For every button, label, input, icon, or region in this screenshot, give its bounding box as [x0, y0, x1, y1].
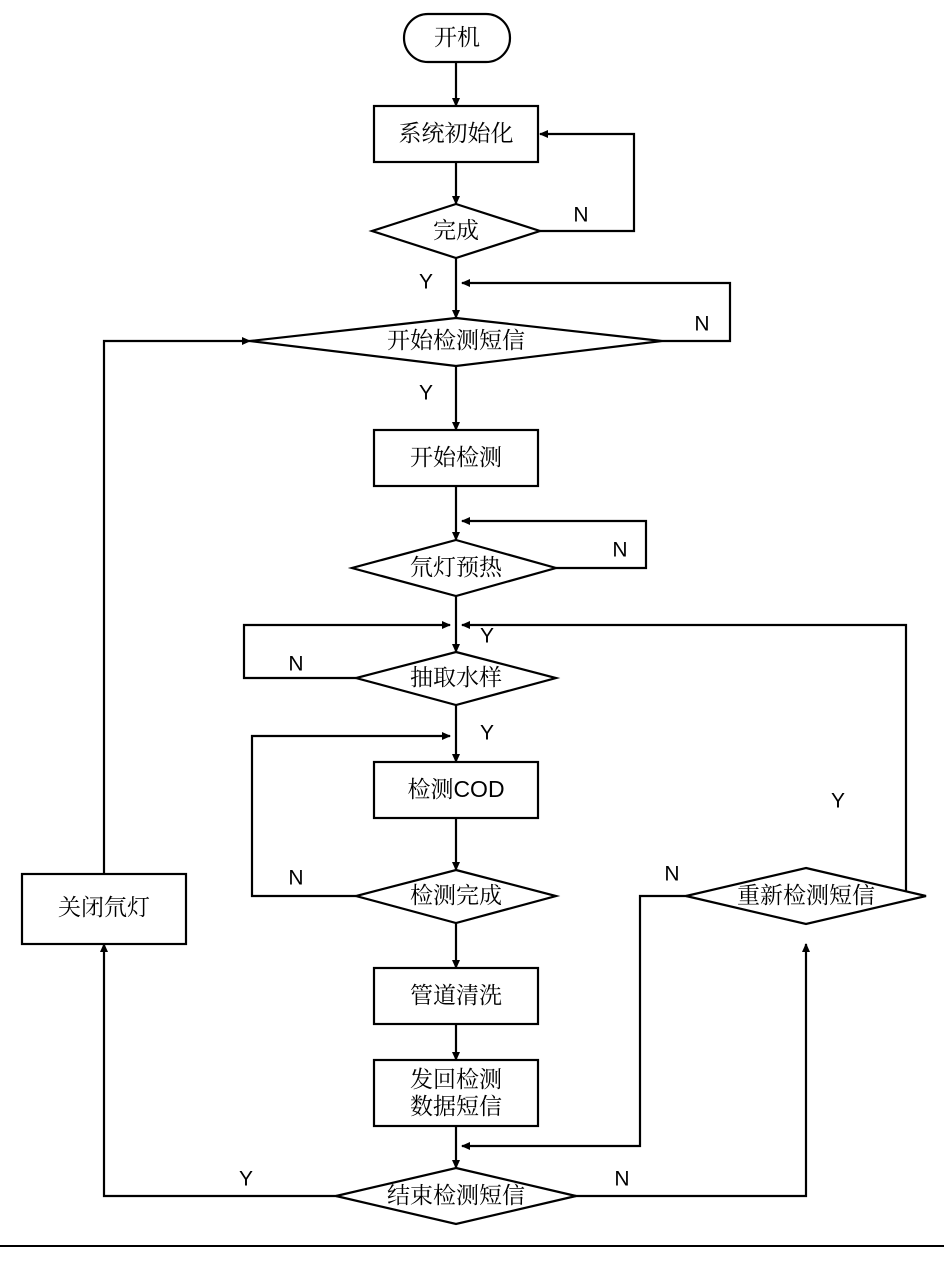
node-lampwarm[interactable]: [352, 540, 556, 596]
node-lampwarm-label: 氘灯预热: [410, 554, 502, 581]
edge-label-detdone-no: N: [288, 866, 304, 890]
node-pipeclean[interactable]: [374, 968, 538, 1024]
edge-label-sample-yes: Y: [479, 721, 495, 745]
edge-offlamp-to-startsms: [104, 341, 250, 874]
node-start[interactable]: [404, 14, 510, 62]
node-detdone[interactable]: [356, 870, 556, 923]
edge-label-done1-yes: Y: [418, 270, 434, 294]
nodes: [22, 14, 926, 1224]
node-startdet[interactable]: [374, 430, 538, 486]
node-startdet-label: 开始检测: [410, 444, 502, 471]
node-done1-label: 完成: [433, 217, 479, 244]
node-pipeclean-label: 管道清洗: [410, 982, 502, 1009]
edge-endsms-no-to-resms: [556, 944, 806, 1196]
node-senddata-label-line2: 数据短信: [410, 1093, 502, 1120]
node-offlamp[interactable]: [22, 874, 186, 944]
edge-label-startsms-no: N: [694, 312, 710, 336]
node-senddata-label-line1: 发回检测: [410, 1066, 502, 1093]
node-sample[interactable]: [356, 652, 556, 705]
node-endsms-label: 结束检测短信: [387, 1182, 525, 1209]
edge-label-endsms-no: N: [614, 1167, 630, 1191]
edge-label-endsms-yes: Y: [238, 1167, 254, 1191]
edge-label-sample-no: N: [288, 652, 304, 676]
node-done1[interactable]: [372, 204, 540, 258]
node-offlamp-label: 关闭氘灯: [58, 894, 150, 921]
edge-label-startsms-yes: Y: [418, 381, 434, 405]
node-startsms-label: 开始检测短信: [387, 327, 525, 354]
edge-endsms-yes-to-offlamp: [104, 944, 356, 1196]
node-detcod[interactable]: [374, 762, 538, 818]
edge-label-resms-yes: Y: [830, 789, 846, 813]
node-resms[interactable]: [686, 868, 926, 924]
edge-label-lampwarm-no: N: [612, 538, 628, 562]
node-detdone-label: 检测完成: [410, 882, 502, 909]
edge-label-resms-no: N: [664, 862, 680, 886]
node-resms-label: 重新检测短信: [737, 882, 875, 909]
bottom-divider: [0, 1245, 944, 1247]
edge-label-lampwarm-yes: Y: [479, 624, 495, 648]
edge-resms-yes-loop: [462, 625, 906, 896]
node-sample-label: 抽取水样: [410, 664, 502, 691]
node-sysinit[interactable]: [374, 106, 538, 162]
node-sysinit-label: 系统初始化: [398, 120, 514, 147]
node-endsms[interactable]: [336, 1168, 576, 1224]
node-start-label: 开机: [434, 24, 480, 51]
node-senddata[interactable]: [374, 1060, 538, 1126]
node-detcod-label: 检测COD: [407, 776, 505, 803]
edge-label-done1-no: N: [573, 203, 589, 227]
node-startsms[interactable]: [250, 318, 662, 366]
